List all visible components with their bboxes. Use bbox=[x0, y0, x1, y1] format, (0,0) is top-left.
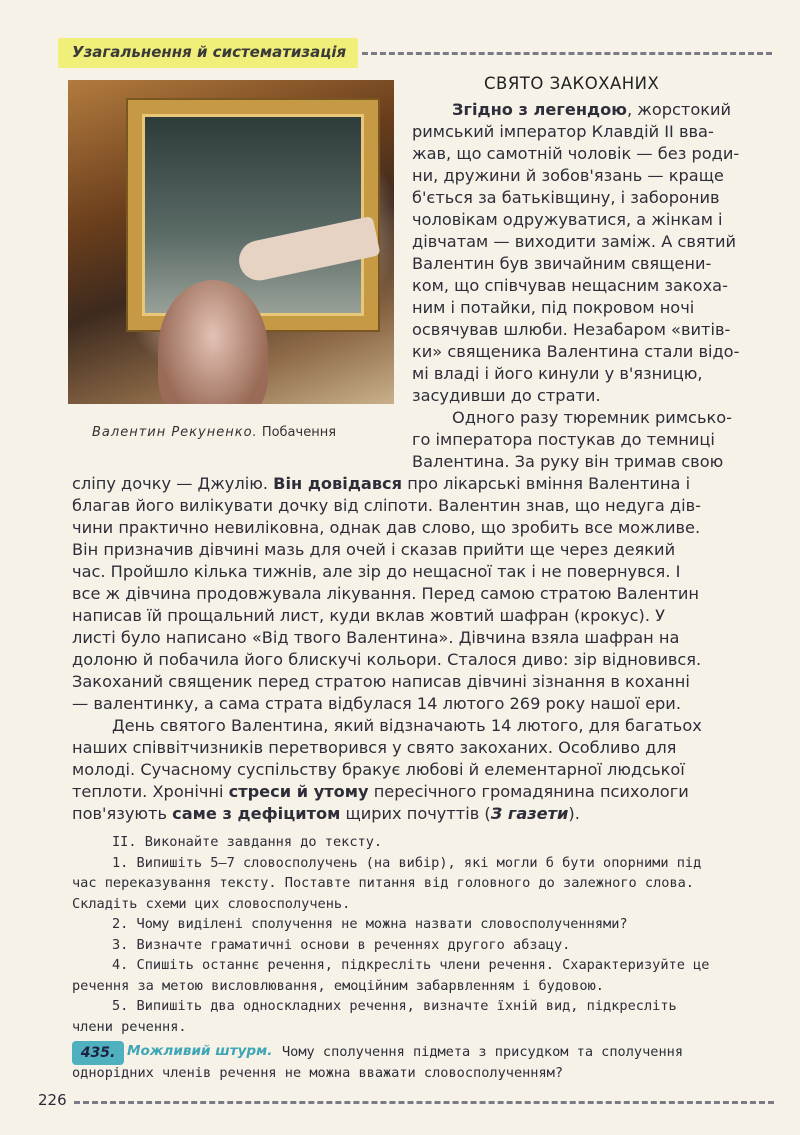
exercise-hint: Можливий штурм. bbox=[127, 1043, 273, 1059]
text-line: римський імператор Клавдій II вва- bbox=[412, 122, 714, 141]
section-header bbox=[58, 38, 358, 68]
text-line: ни, дружини й зобов'язань — краще bbox=[412, 166, 724, 185]
text-line: теплоти. Хронічні стреси й утому пересічного громадянина психологи bbox=[72, 782, 689, 801]
header-divider bbox=[362, 52, 772, 55]
text-line: засудивши до страти. bbox=[412, 386, 601, 405]
figure-caption bbox=[92, 425, 336, 440]
text-line: День святого Валентина, який відзначають 14 лютого, для багатьох bbox=[112, 716, 702, 735]
painting-illustration bbox=[68, 80, 394, 404]
task-line: 4. Спишіть останнє речення, підкресліть члени речення. Схарактеризуйте це bbox=[112, 957, 710, 973]
text-line: жав, що самотній чоловік — без роди- bbox=[412, 144, 740, 163]
text-line: Закоханий священик перед стратою написав дівчині зізнання в коханні bbox=[72, 672, 690, 691]
exercise-number: 435. bbox=[72, 1041, 124, 1065]
text-line: написав їй прощальний лист, куди вклав жовтий шафран (крокус). У bbox=[72, 606, 665, 625]
text-line: го імператора постукав до темниці bbox=[412, 430, 715, 449]
text-line: освячував шлюби. Незабаром «витів- bbox=[412, 320, 731, 339]
caption-author: Валентин Рекуненко. bbox=[92, 425, 258, 440]
section-title: Узагальнення й систематизація bbox=[72, 43, 347, 61]
task-line: 3. Визначте граматичні основи в реченнях другого абзацу. bbox=[112, 936, 571, 953]
text-line: молоді. Сучасному суспільству бракує любові й елементарної людської bbox=[72, 760, 685, 779]
text-line: Валентин був звичайним священи- bbox=[412, 254, 712, 273]
caption-title: Побачення bbox=[261, 425, 337, 440]
text-line: б'ється за батьківщину, і заборонив bbox=[412, 188, 720, 207]
text-line: чини практично невиліковна, однак дав слово, що зробить все можливе. bbox=[72, 518, 701, 537]
painting-frame bbox=[128, 100, 378, 330]
task-line: речення за метою висловлювання, емоційним забарвленням і будовою. bbox=[72, 977, 604, 994]
article-title: СВЯТО ЗАКОХАНИХ bbox=[484, 74, 660, 93]
text-line: Одного разу тюремник римсько- bbox=[452, 408, 733, 427]
text-line: наших співвітчизників перетворився у свято закоханих. Особливо для bbox=[72, 738, 677, 757]
text-line: чоловікам одружуватися, а жінкам і bbox=[412, 210, 723, 229]
tasks-heading: II. Виконайте завдання до тексту. bbox=[112, 834, 383, 850]
exercise-text-line: однорідних членів речення не можна вважати словосполученням? bbox=[72, 1065, 564, 1081]
text-line: Згідно з легендою, жорстокий bbox=[452, 100, 732, 119]
text-line: Він призначив дівчині мазь для очей і сказав прийти ще через деякий bbox=[72, 540, 676, 559]
text-line: ком, що співчував нещасним закоха- bbox=[412, 276, 728, 295]
text-line: ним і потайки, під покровом ночі bbox=[412, 298, 695, 317]
page-number: 226 bbox=[38, 1091, 67, 1109]
text-line: ки» священика Валентина стали відо- bbox=[412, 342, 740, 361]
text-line: пов'язують саме з дефіцитом щирих почуттів (З газети). bbox=[72, 804, 580, 823]
text-line: сліпу дочку — Джулію. Він довідався про лікарські вміння Валентина і bbox=[72, 474, 691, 493]
text-line: Валентина. За руку він тримав свою bbox=[412, 452, 724, 471]
task-line: Складіть схеми цих словосполучень. bbox=[72, 895, 351, 912]
text-line: час. Пройшло кілька тижнів, але зір до нещасної так і не повернувся. І bbox=[72, 562, 681, 581]
task-line: 2. Чому виділені сполучення не можна назвати словосполученнями? bbox=[112, 916, 628, 932]
text-line: — валентинку, а сама страта відбулася 14 лютого 269 року нашої ери. bbox=[72, 694, 681, 713]
task-line: 1. Випишіть 5–7 словосполучень (на вибір), які могли б бути опорними під bbox=[112, 854, 702, 871]
footer-divider bbox=[74, 1101, 774, 1104]
text-line: мі владі і його кинули у в'язницю, bbox=[412, 364, 703, 383]
text-line: дівчатам — виходити заміж. А святий bbox=[412, 232, 737, 251]
exercise-text-line: Чому сполучення підмета з присудком та сполучення bbox=[282, 1044, 684, 1060]
task-line: члени речення. bbox=[72, 1018, 187, 1035]
text-line: благав його вилікувати дочку від сліпоти. Валентин знав, що недуга дів- bbox=[72, 496, 701, 515]
task-line: 5. Випишіть два односкладних речення, визначте їхній вид, підкресліть bbox=[112, 998, 677, 1014]
task-line: час переказування тексту. Поставте питання від головного до залежного слова. bbox=[72, 875, 694, 891]
text-line: листі було написано «Від твого Валентина». Дівчина взяла шафран на bbox=[72, 628, 680, 647]
text-line: долоню й побачила його блискучі кольори. Сталося диво: зір відновився. bbox=[72, 650, 702, 669]
text-line: все ж дівчина продовжувала лікування. Перед самою стратою Валентин bbox=[72, 584, 700, 603]
